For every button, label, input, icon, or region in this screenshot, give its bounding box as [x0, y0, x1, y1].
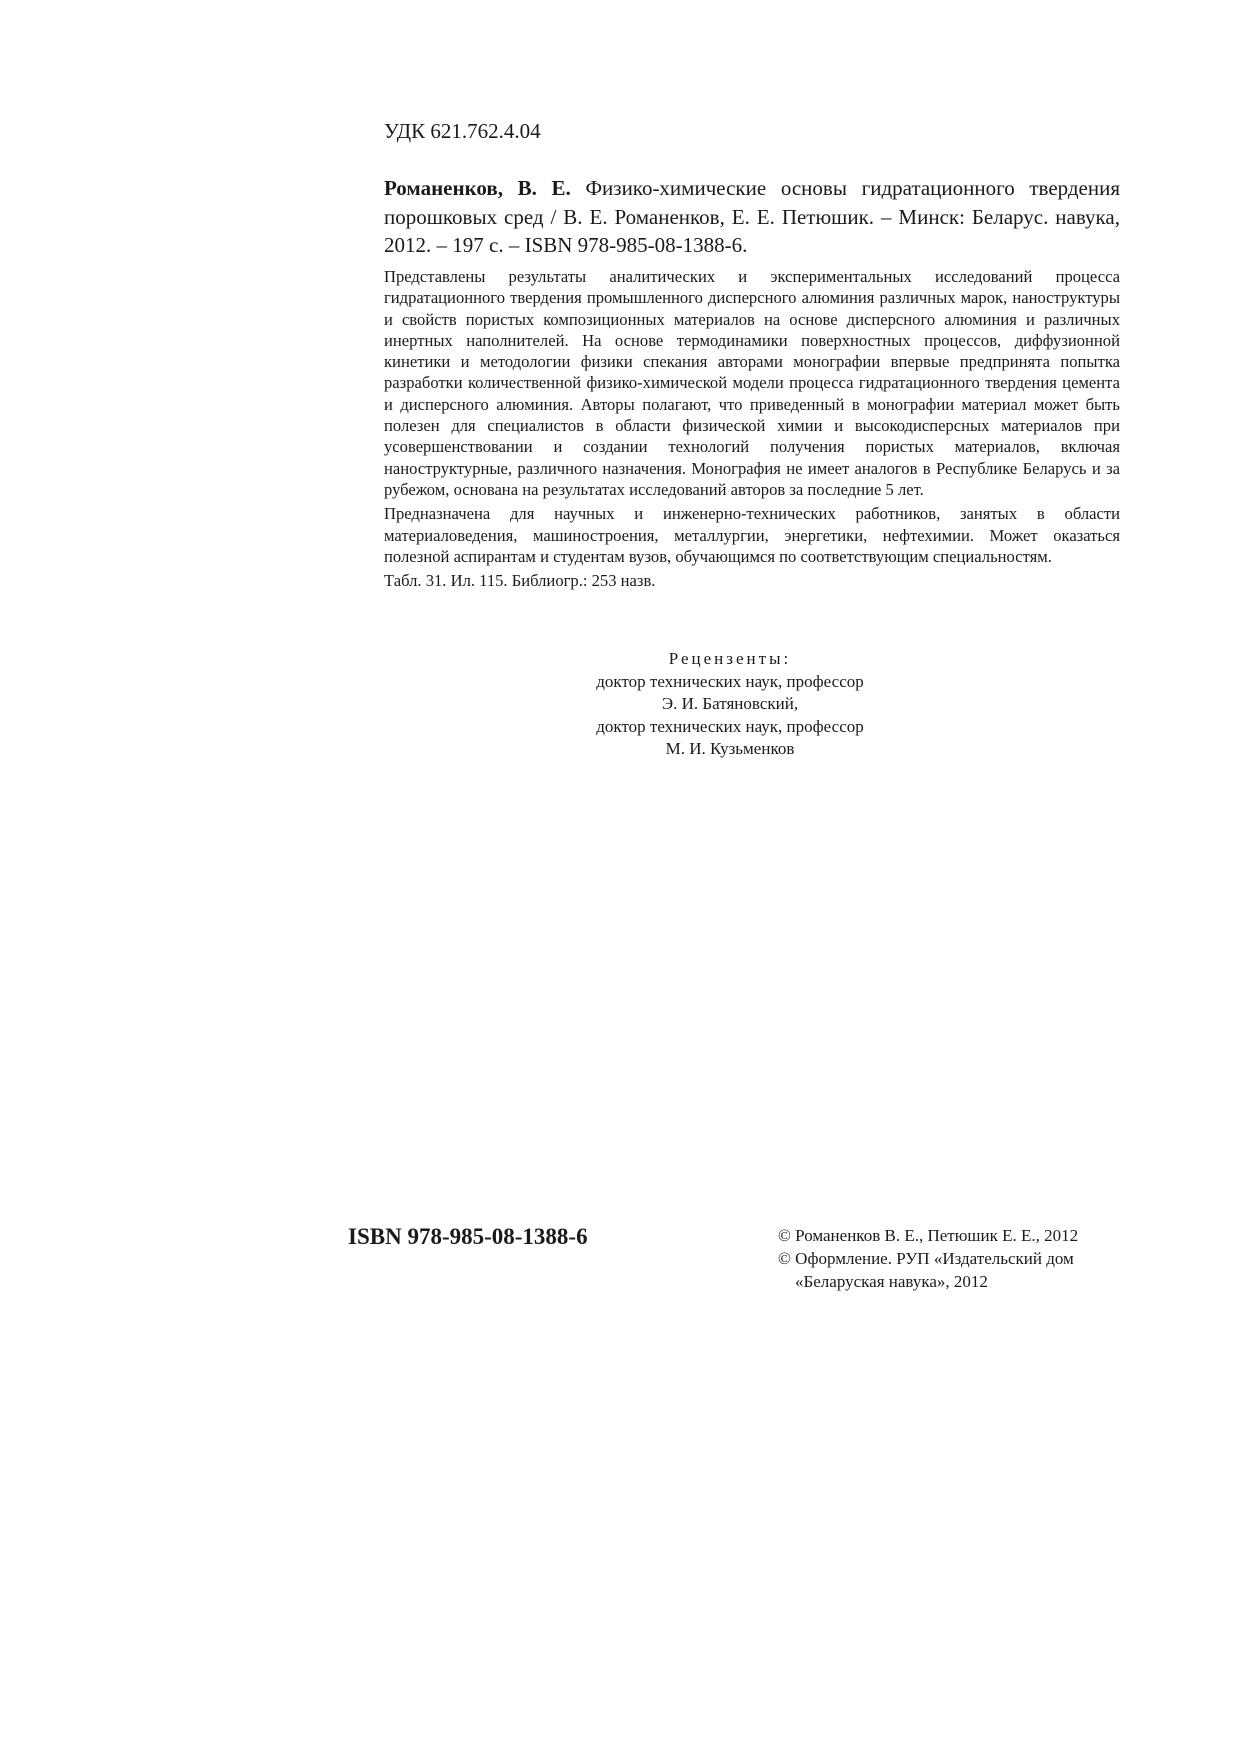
- citation-author: Романенков, В. Е.: [384, 176, 571, 200]
- abstract-paragraph-1: Представлены результаты аналитических и экспериментальных исследований процесса гидратационного твердения промышленного дисперсного алюминия различных марок, наноструктуры и свойств пористых композиционных материалов на основе дисперсного алюминия и различных инертных наполнителей. На основе термодинамики поверхностных процессов, диффузионной кинетики и методологии физики спекания авторами монографии впервые предпринята попытка разработки количественной физико-химической модели процесса гидратационного твердения цемента и дисперсного алюминия. Авторы полагают, что приведенный в монографии материал может быть полезен для специалистов в области физической химии и высокодисперсных материалов при усовершенствовании и создании технологий получения пористых материалов, включая наноструктурные, различного назначения. Монография не имеет аналогов в Республике Беларусь и за рубежом, основана на результатах исследований авторов за последние 5 лет.: [384, 267, 1120, 499]
- reviewer-2-name: М. И. Кузьменков: [665, 739, 795, 759]
- copyright-line-1: © Романенков В. Е., Петюшик Е. Е., 2012: [778, 1226, 1079, 1245]
- abstract: [384, 266, 1120, 591]
- reviewers-heading: Рецензенты:: [668, 649, 792, 668]
- udk-code: УДК 621.762.4.04: [384, 119, 541, 143]
- reviewer-1-title: доктор технических наук, профессор: [596, 671, 864, 691]
- copyright-line-3: «Беларуская навука», 2012: [795, 1272, 988, 1291]
- reviewer-2-title: доктор технических наук, профессор: [596, 716, 864, 736]
- citation-text: Физико-химические основы гидратационного твердения порошковых сред / В. Е. Романенков, Е. Е. Петюшик. – Минск: Беларус. навука, 2012. – 197 с. – ISBN 978-985-08-1388-6.: [384, 176, 1120, 257]
- abstract-stats: Табл. 31. Ил. 115. Библиогр.: 253 назв.: [384, 571, 656, 591]
- copyright-block: [778, 1224, 1138, 1293]
- copyright-line-2: © Оформление. РУП «Издательский дом: [778, 1249, 1074, 1268]
- bibliographic-citation: [384, 174, 1120, 260]
- reviewer-1-name: Э. И. Батяновский,: [661, 694, 799, 714]
- isbn-number: ISBN 978-985-08-1388-6: [348, 1224, 588, 1249]
- abstract-paragraph-2: Предназначена для научных и инженерно-технических работников, занятых в области материаловедения, машиностроения, металлургии, энергетики, нефтехимии. Может оказаться полезной аспирантам и студентам вузов, обучающимся по соответствующим специальностям.: [384, 504, 1120, 566]
- reviewers-block: [560, 648, 900, 761]
